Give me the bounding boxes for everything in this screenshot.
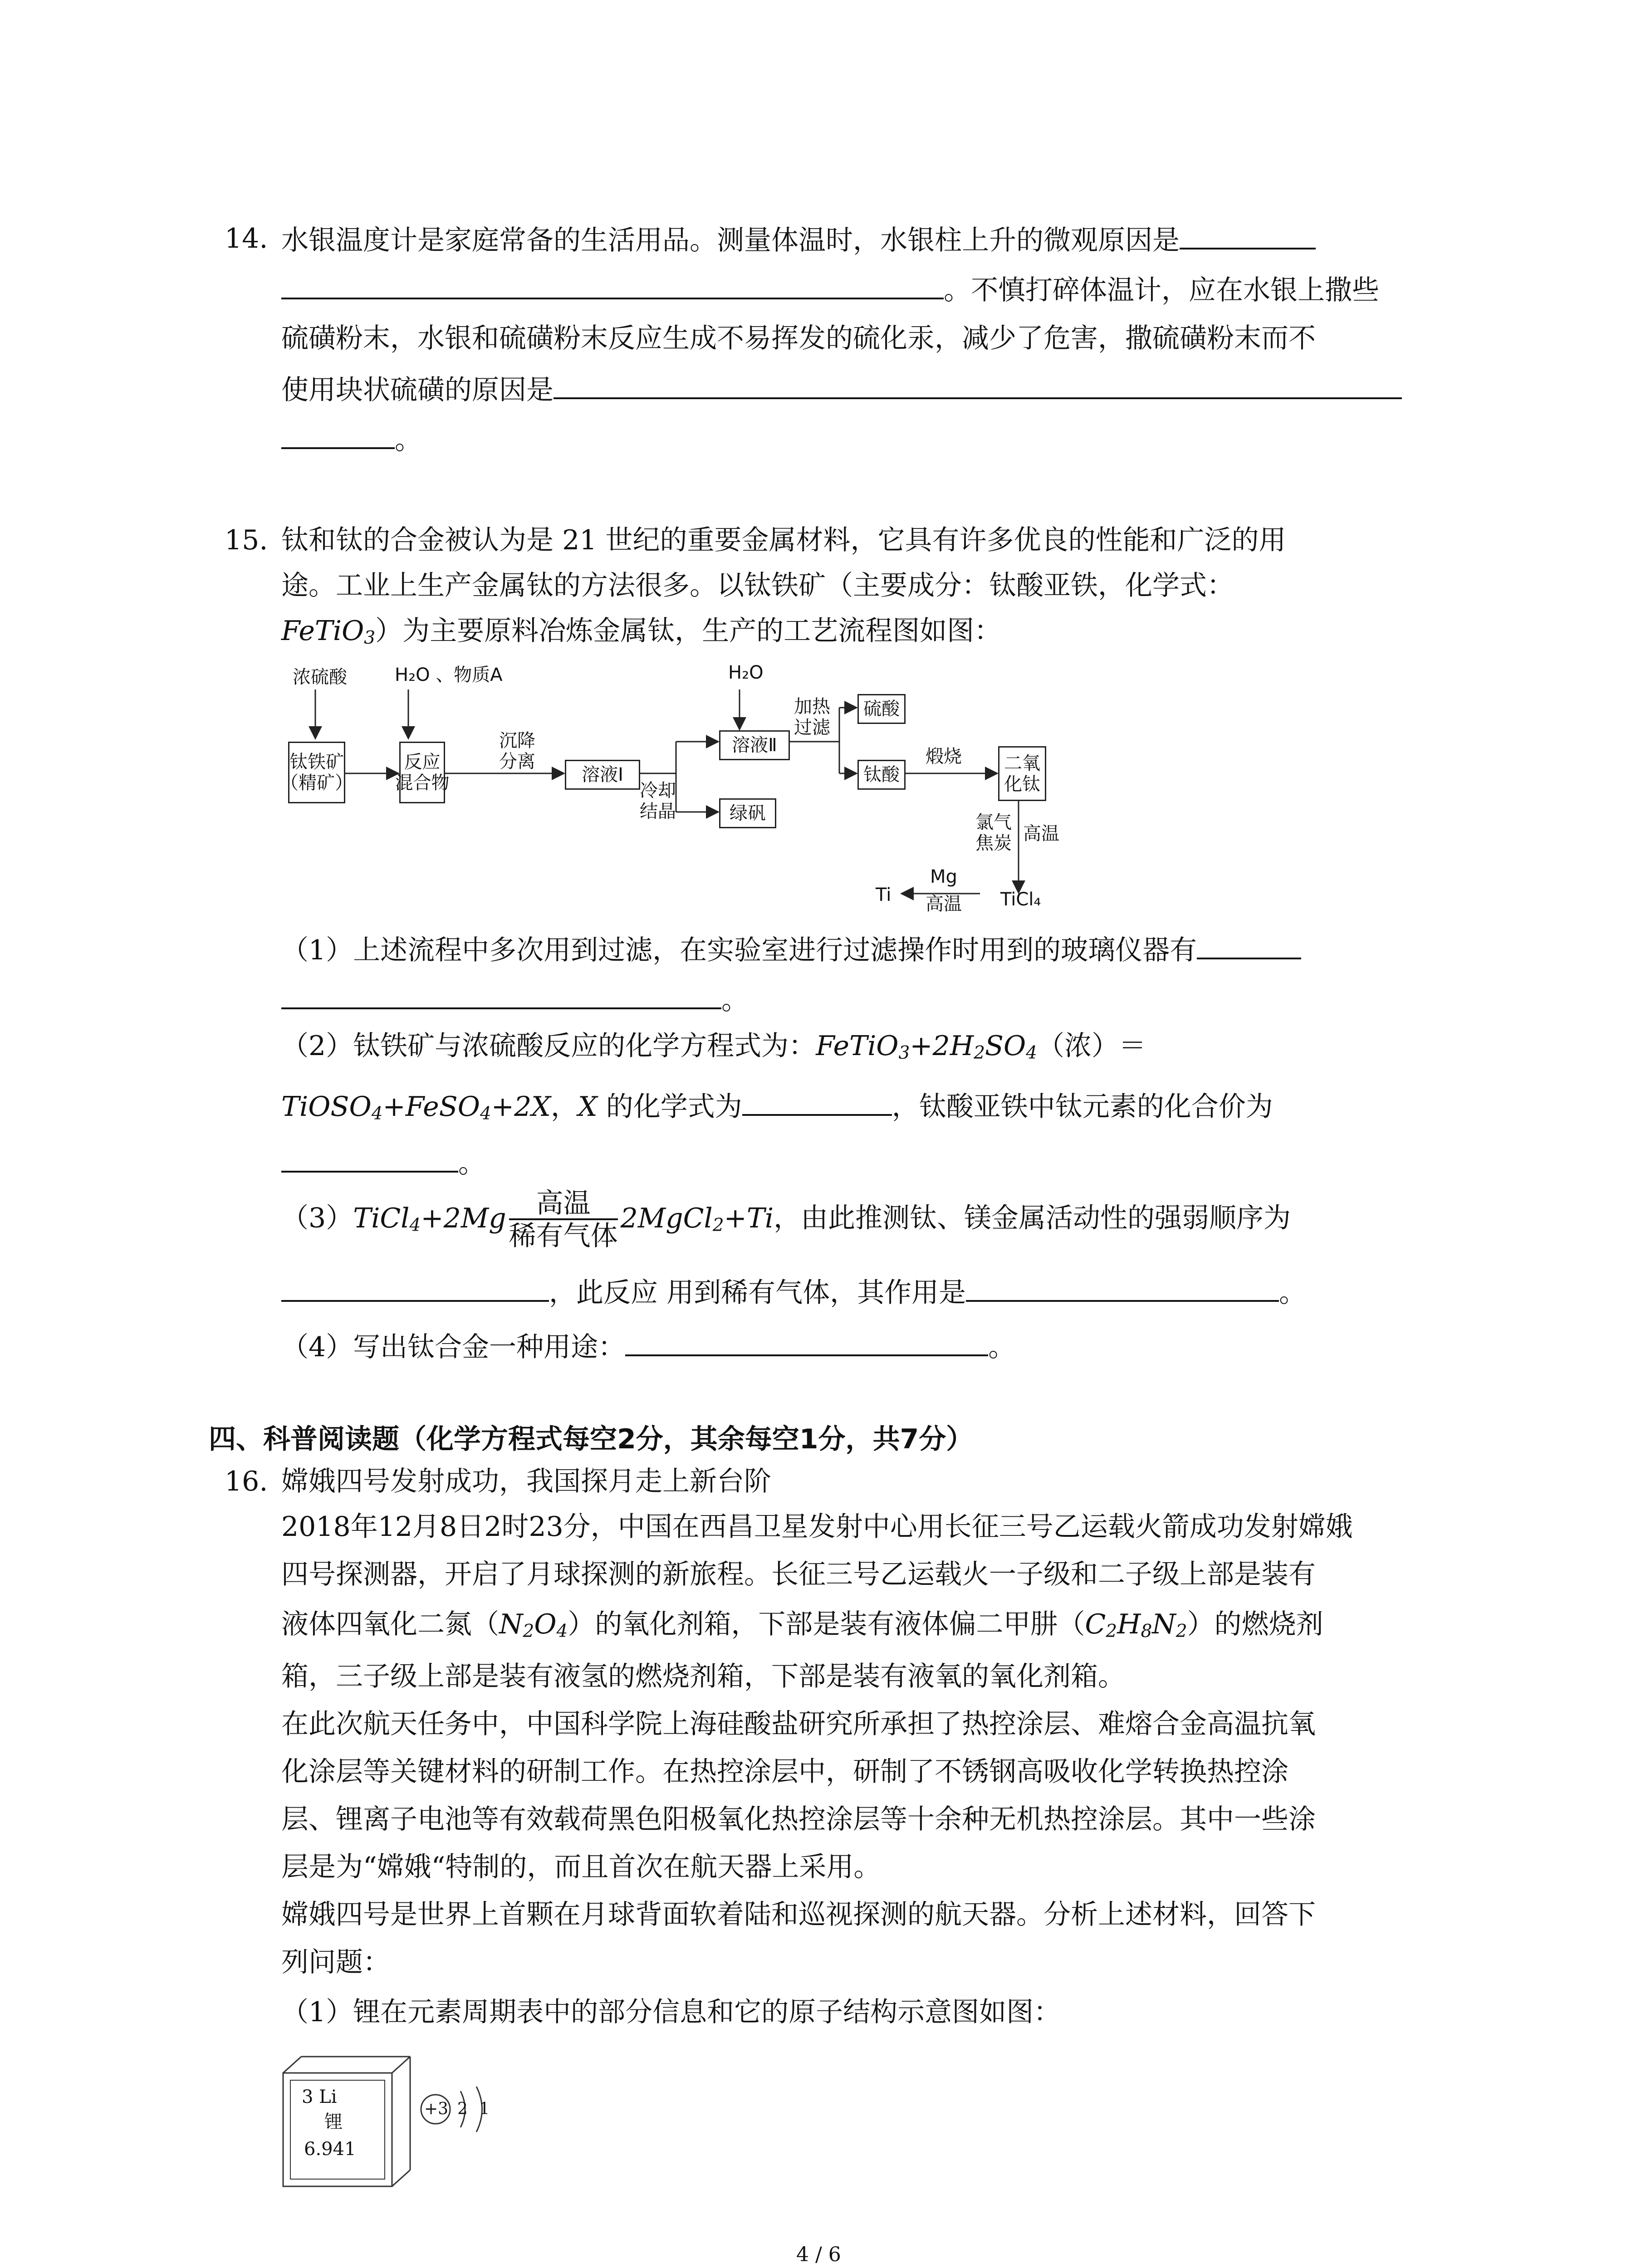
box-titanic-acid: 钛酸 (857, 760, 906, 790)
q16-number: 16. (225, 1466, 268, 1497)
page-number: 4 / 6 (796, 2243, 841, 2266)
box-solution-2: 溶液Ⅱ (719, 730, 790, 760)
box-tio2: 二氧 化钛 (998, 746, 1046, 801)
q14-period: 。 (395, 424, 422, 456)
q15-part3-line2: ，此反应 用到稀有气体，其作用是 。 (281, 1275, 1306, 1309)
answer-blank[interactable] (281, 1275, 549, 1302)
q16-para1-line3: 液体四氧化二氮$(N_2O_4)$的氧化剂箱，下部是装有液体偏二甲肼$(C_2H_8N_2)$的燃烧剂 (281, 1608, 1323, 1642)
q16-para2-line1: 在此次航天任务中，中国科学院上海硅酸盐研究所承担了热控涂层、难熔合金高温抗氧 (281, 1708, 1316, 1740)
step-cool-crystallize: 冷却 结晶 (640, 780, 676, 822)
element-name: 锂 (324, 2112, 343, 2132)
conc-label: （浓）＝ (1037, 1030, 1146, 1062)
q16-para1-line4: 箱，三子级上部是装有液氢的燃烧剂箱，下部是装有液氧的氧化剂箱。 (281, 1661, 1125, 1692)
box-reaction-mixture: 反应 混合物 (399, 742, 445, 803)
q14-line5 (281, 422, 422, 456)
equation-part2-products: TiOSO$_4$+FeSO$_4$+2X (281, 1091, 551, 1124)
q14-line3: 硫磺粉末，水银和硫磺粉末反应生成不易挥发的硫化汞，减少了危害，撒硫磺粉末而不 (281, 323, 1316, 354)
q16-title: 嫦娥四号发射成功，我国探月走上新台阶 (281, 1466, 771, 1497)
answer-blank[interactable] (1180, 222, 1316, 249)
box-solution-1: 溶液Ⅰ (565, 760, 640, 790)
box-green-vitriol: 绿矾 (719, 798, 776, 828)
section-heading: 四、科普阅读题（化学方程式每空2分，其余每空1分，共7分） (209, 1423, 974, 1455)
step-high-temp-2: 高温 (926, 894, 962, 914)
q14-text-4: 使用块状硫磺的原因是 (281, 374, 554, 406)
equation-part3: TiCl$_4$+2Mg (353, 1202, 506, 1236)
q16-para2-line4: 层是为“嫦娥“特制的，而且首次在航天器上采用。 (281, 1851, 881, 1883)
answer-blank[interactable] (742, 1089, 892, 1116)
answer-blank[interactable] (281, 1145, 458, 1173)
step-settle-separate: 沉降 分离 (499, 730, 535, 772)
q15-part2-text: （2）钛铁矿与浓硫酸反应的化学方程式为： (281, 1030, 816, 1062)
formula-n2o4: $N_2O_4$ (499, 1608, 568, 1642)
q15-part2-line3 (281, 1145, 485, 1180)
q14-line1 (281, 222, 1316, 257)
element-number-symbol: 3 Li (302, 2087, 337, 2107)
var-x: X (578, 1091, 598, 1123)
step-heat-filter: 加热 过滤 (794, 696, 830, 738)
q16-para2-line3: 层、锂离子电池等有效载荷黑色阳极氧化热控涂层等十余种无机热控涂层。其中一些涂 (281, 1804, 1316, 1835)
q15-period: 。 (721, 984, 749, 1016)
q15-part3: （3）TiCl$_4$+2Mg $\frac{\text{高温}}{\text{稀有气体}}$ 2MgCl$_2$+Ti，由此推测钛、镁金属活动性的强弱顺序为 (281, 1188, 1291, 1252)
box-sulfuric-acid: 硫酸 (857, 694, 906, 724)
step-high-temp-1: 高温 (1023, 823, 1059, 844)
q16-para3-line2: 列问题： (281, 1946, 390, 1978)
product-ti: Ti (876, 885, 892, 905)
q14-text-2: 。不慎打碎体温计，应在水银上撒些 (944, 274, 1379, 306)
q16-para2-line2: 化涂层等关键材料的研制工作。在热控涂层中，研制了不锈钢高吸收化学转换热控涂 (281, 1756, 1288, 1788)
q16-para1-line1: 2018年12月8日2时23分，中国在西昌卫星发射中心用长征三号乙运载火箭成功发射嫦娥 (281, 1511, 1353, 1543)
formula-c2h8n2: $C_2H_8N_2$ (1085, 1608, 1187, 1642)
box-ilmenite: 钛铁矿 （精矿） (288, 742, 345, 803)
q14-text-1: 水银温度计是家庭常备的生活用品。测量体温时，水银柱上升的微观原因是 (281, 225, 1180, 256)
atom-electron-shells: 2 1 (457, 2100, 490, 2118)
q14-number: 14. (225, 223, 268, 254)
answer-blank[interactable] (1197, 932, 1301, 959)
answer-blank[interactable] (966, 1275, 1279, 1302)
q15-part4: （4）写出钛合金一种用途： 。 (281, 1329, 1015, 1364)
q15-line2: 途。工业上生产金属钛的方法很多。以钛铁矿（主要成分：钛酸亚铁，化学式： (281, 570, 1234, 601)
q15-part1 (281, 932, 1301, 967)
q16-part1: （1）锂在元素周期表中的部分信息和它的原子结构示意图如图： (281, 1996, 1061, 2028)
q15-part2 (281, 1030, 1146, 1070)
product-ticl4: TiCl₄ (1000, 889, 1041, 910)
equation-part2: $FeTiO_3+2H_2SO_4$ (816, 1030, 1038, 1063)
reagent-conc-h2so4: 浓硫酸 (293, 667, 347, 688)
answer-blank[interactable] (281, 982, 721, 1009)
q16-para3-line1: 嫦娥四号是世界上首颗在月球背面软着陆和巡视探测的航天器。分析上述材料，回答下 (281, 1899, 1316, 1931)
process-flowchart (281, 662, 1080, 916)
q15-text-3: ）为主要原料冶炼金属钛，生产的工艺流程图如图： (375, 615, 1002, 647)
q15-line3 (281, 615, 1001, 655)
answer-blank[interactable] (554, 372, 1402, 399)
step-calcine: 煅烧 (926, 746, 962, 767)
q15-part1-line2 (281, 982, 749, 1017)
q15-line1: 钛和钛的合金被认为是 21 世纪的重要金属材料，它具有许多优良的性能和广泛的用 (281, 524, 1286, 556)
reaction-condition: $\frac{\text{高温}}{\text{稀有气体}}$ (509, 1188, 618, 1252)
answer-blank[interactable] (625, 1329, 988, 1356)
q15-number: 15. (225, 524, 268, 556)
element-mass: 6.941 (304, 2139, 356, 2160)
atom-nucleus-charge: +3 (424, 2100, 449, 2118)
reagent-h2o: H₂O (728, 662, 764, 683)
reagent-h2o-a: H₂O 、物质A (395, 665, 503, 685)
answer-blank[interactable] (281, 272, 944, 299)
q15-part1-text: （1）上述流程中多次用到过滤，在实验室进行过滤操作时用到的玻璃仪器有 (281, 934, 1197, 966)
lithium-figure (281, 2055, 499, 2191)
q15-part2-line2: TiOSO$_4$+FeSO$_4$+2X，X 的化学式为 ，钛酸亚铁中钛元素的化合价为 (281, 1089, 1273, 1130)
answer-blank[interactable] (281, 422, 395, 449)
q14-line4 (281, 372, 1402, 406)
reagent-mg: Mg (930, 866, 957, 887)
q15-period: 。 (458, 1148, 485, 1179)
step-chlorine-coke: 氯气 焦炭 (975, 812, 1012, 854)
q16-para1-line2: 四号探测器，开启了月球探测的新旅程。长征三号乙运载火一子级和二子级上部是装有 (281, 1559, 1316, 1590)
formula-fetio3: FeTiO$_3$ (281, 615, 376, 648)
q14-line2 (281, 272, 1379, 307)
